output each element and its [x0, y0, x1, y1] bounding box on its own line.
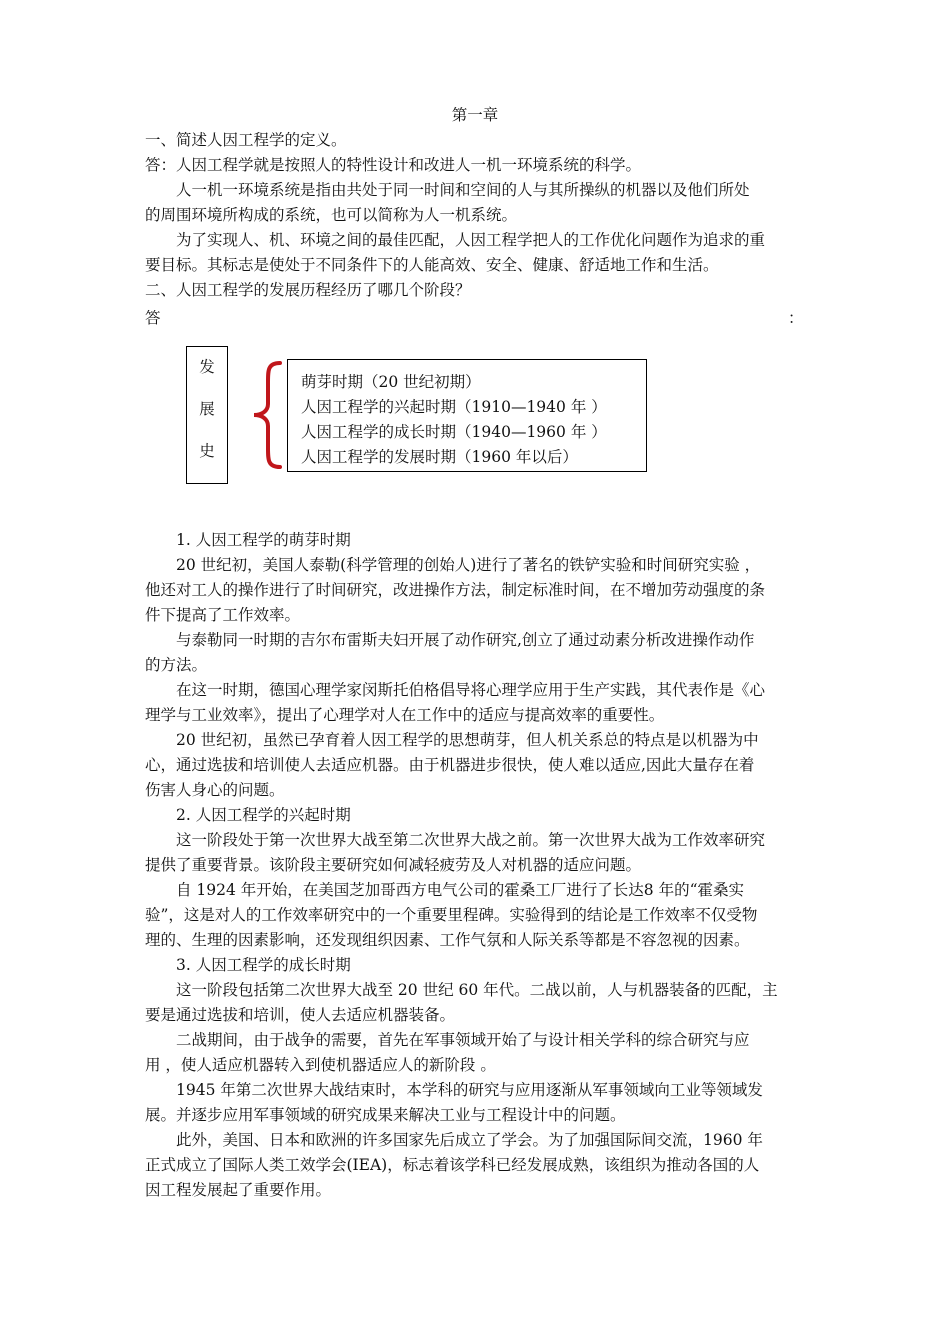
text-line: 要是通过选拔和培训，使人去适应机器装备。	[145, 1006, 456, 1024]
text-line: 正式成立了国际人类工效学会(IEA)，标志着该学科已经发展成熟，该组织为推动各国的人	[145, 1156, 760, 1174]
text-line: 二战期间，由于战争的需要，首先在军事领域开始了与设计相关学科的综合研究与应	[176, 1031, 750, 1049]
stage-item: 人因工程学的兴起时期（1910—1940 年 ）	[301, 398, 607, 416]
label-char: 展	[199, 400, 215, 418]
text-line: 在这一时期，德国心理学家闵斯托伯格倡导将心理学应用于生产实践，其代表作是《心	[176, 681, 766, 699]
stage-item: 人因工程学的成长时期（1940—1960 年 ）	[301, 423, 607, 441]
text-line: 因工程发展起了重要作用。	[145, 1181, 332, 1199]
stages-box	[287, 359, 647, 472]
text-line: 心，通过选拔和培训使人去适应机器。由于机器进步很快，使人难以适应,因此大量存在着	[145, 756, 755, 774]
text-line: 20 世纪初，美国人泰勒(科学管理的创始人)进行了著名的铁铲实验和时间研究实验 ，	[176, 556, 761, 574]
text-line: 此外，美国、日本和欧洲的许多国家先后成立了学会。为了加强国际间交流，1960 年	[176, 1131, 763, 1149]
text-line: 人一机一环境系统是指由共处于同一时间和空间的人与其所操纵的机器以及他们所处	[176, 181, 750, 199]
text-line: 要目标。其标志是使处于不同条件下的人能高效、安全、健康、舒适地工作和生活。	[145, 256, 719, 274]
text-line: 理学与工业效率》，提出了心理学对人在工作中的适应与提高效率的重要性。	[145, 706, 665, 724]
text-line: 20 世纪初，虽然已孕育着人因工程学的思想萌芽，但人机关系总的特点是以机器为中	[176, 731, 759, 749]
text-line: 这一阶段处于第一次世界大战至第二次世界大战之前。第一次世界大战为工作效率研究	[176, 831, 766, 849]
text-line: 答：人因工程学就是按照人的特性设计和改进人一机一环境系统的科学。	[145, 156, 642, 174]
text-line: 展。并逐步应用军事领域的研究成果来解决工业与工程设计中的问题。	[145, 1106, 626, 1124]
text-line: 的周围环境所构成的系统，也可以简称为人一机系统。	[145, 206, 518, 224]
text-line: 1. 人因工程学的萌芽时期	[176, 531, 351, 549]
text-line: 二、人因工程学的发展历程经历了哪几个阶段？	[145, 281, 471, 299]
text-line: 件下提高了工作效率。	[145, 606, 301, 624]
text-line: 验”，这是对人的工作效率研究中的一个重要里程碑。实验得到的结论是工作效率不仅受物	[145, 906, 758, 924]
label-char: 史	[199, 442, 215, 460]
stage-item: 人因工程学的发展时期（1960 年以后）	[301, 448, 578, 466]
text-line: 他还对工人的操作进行了时间研究，改进操作方法，制定标准时间，在不增加劳动强度的条	[145, 581, 766, 599]
text-line: 1945 年第二次世界大战结束时，本学科的研究与应用逐渐从军事领域向工业等领域发	[176, 1081, 763, 1099]
text-line: 用 ，使人适应机器转入到使机器适应人的新阶段 。	[145, 1056, 496, 1074]
chapter-title: 第一章	[451, 106, 499, 124]
text-line: 与泰勒同一时期的吉尔布雷斯夫妇开展了动作研究,创立了通过动素分析改进操作动作	[176, 631, 755, 649]
curly-brace-icon	[250, 360, 286, 470]
answer-colon: ：	[788, 309, 804, 327]
text-line: 理的、生理的因素影响，还发现组织因素、工作气氛和人际关系等都是不容忽视的因素。	[145, 931, 750, 949]
text-line: 的方法。	[145, 656, 208, 674]
diagram-label-box	[186, 346, 228, 484]
text-line: 3. 人因工程学的成长时期	[176, 956, 351, 974]
label-char: 发	[199, 358, 215, 376]
text-line: 伤害人身心的问题。	[145, 781, 285, 799]
text-line: 2. 人因工程学的兴起时期	[176, 806, 351, 824]
text-line: 答	[145, 309, 161, 327]
text-line: 自 1924 年开始，在美国芝加哥西方电气公司的霍桑工厂进行了长达8 年的“霍桑实	[176, 881, 745, 899]
text-line: 这一阶段包括第二次世界大战至 20 世纪 60 年代。二战以前，人与机器装备的匹配，主	[176, 981, 778, 999]
stage-item: 萌芽时期（20 世纪初期）	[301, 373, 481, 391]
text-line: 一、简述人因工程学的定义。	[145, 131, 347, 149]
text-line: 提供了重要背景。该阶段主要研究如何减轻疲劳及人对机器的适应问题。	[145, 856, 642, 874]
text-line: 为了实现人、机、环境之间的最佳匹配，人因工程学把人的工作优化问题作为追求的重	[176, 231, 766, 249]
